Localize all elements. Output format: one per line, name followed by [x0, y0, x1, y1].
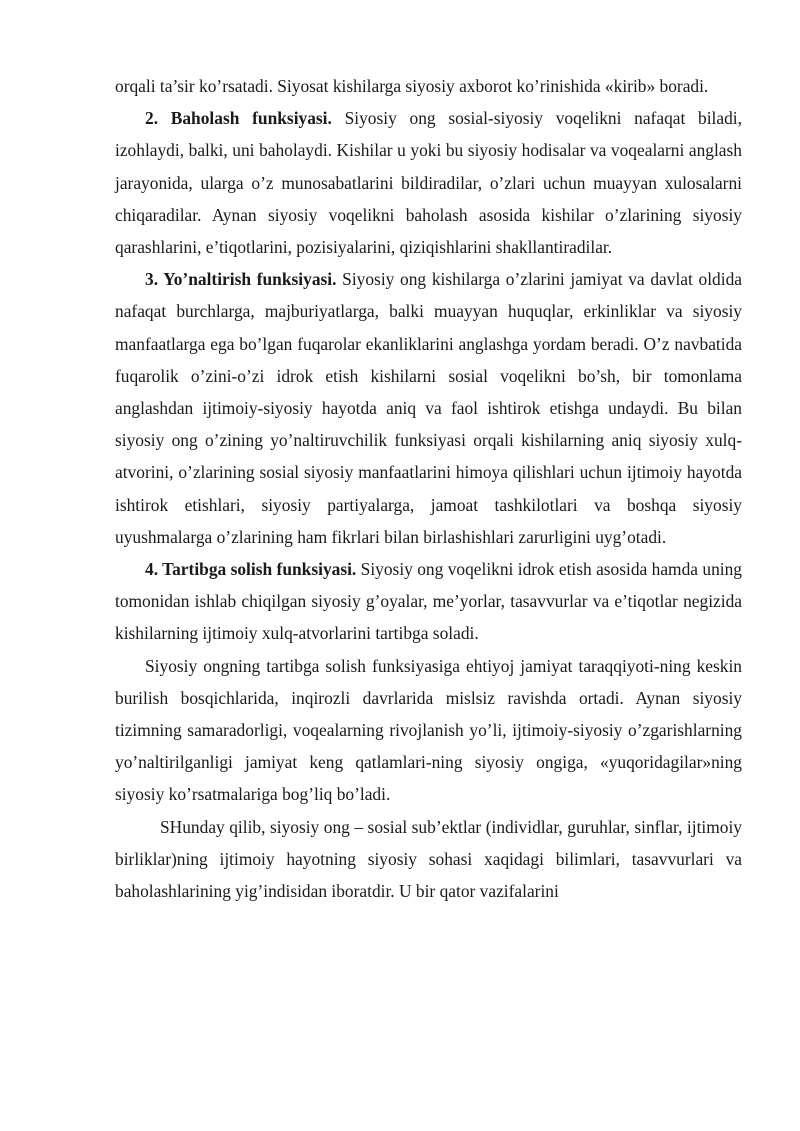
- section-heading-regulation: 4. Tartibga solish funksiyasi.: [145, 559, 357, 580]
- paragraph-body: Siyosiy ong sosial-siyosiy voqelikni nafaqat biladi, izohlaydi, balki, uni baholaydi. Kishilar u yoki bu siyosiy hodisalar va voqealarni anglash jarayonida, ularga o’z munosabatlarini bildiradilar, o’zlari uchun muayyan xulosalarni chiqaradilar. Aynan siyosiy voqelikni baholash asosida kishilar o’zlarining siyosiy qarashlarini, e’tiqotlarini, pozisiyalarini, qiziqishlarini shakllantiradilar.: [115, 108, 742, 258]
- section-heading-orientation: 3. Yo’naltirish funksiyasi.: [145, 269, 337, 290]
- paragraph-conclusion: SHunday qilib, siyosiy ong – sosial sub’ektlar (individlar, guruhlar, sinflar, ijtimoiy birliklar)ning ijtimoiy hayotning siyosiy sohasi xaqidagi bilimlari, tasavvurlari va baholashlarining yig’indisidan iboratdir. U bir qator vazifalarini: [115, 816, 742, 902]
- paragraph-evaluation-function: [115, 102, 742, 263]
- section-heading-evaluation: 2. Baholash funksiyasi.: [145, 108, 332, 129]
- paragraph-body: Siyosiy ong kishilarga o’zlarini jamiyat va davlat oldida nafaqat burchlarga, majburiyatlarga, balki muayyan huquqlar, erkinliklar va siyosiy manfaatlarga ega bo’lgan fuqarolar ekanliklarini anglashga yordam beradi. O’z navbatida fuqarolik o’zini-o’zi idrok etish kishilarni sosial voqelikni bo’sh, bir tomonlama anglashdan ijtimoiy-siyosiy hayotda aniq va faol ishtirok etishga undaydi. Bu bilan siyosiy ong o’zining yo’naltiruvchilik funksiyasi orqali kishilarning aniq siyosiy xulq-atvorini, o’zlarining sosial siyosiy manfaatlarini himoya qilishlari uchun ijtimoiy hayotda ishtirok etishlari, siyosiy partiyalarga, jamoat tashkilotlari va boshqa siyosiy uyushmalarga o’zlarining ham fikrlari bilan birlashishlari zarurligini uyg’otadi.: [115, 269, 742, 547]
- paragraph-regulation-function: [115, 553, 742, 650]
- paragraph-regulation-need: Siyosiy ongning tartibga solish funksiyasiga ehtiyoj jamiyat taraqqiyoti-ning keskin burilish bosqichlarida, inqirozli davrlarida mislsiz ravishda ortadi. Aynan siyosiy tizimning samaradorligi, voqealarning rivojlanish yo’li, ijtimoiy-siyosiy o’zgarishlarning yo’naltirilganligi jamiyat keng qatlamlari-ning siyosiy ongiga, «yuqoridagilar»ning siyosiy ko’rsatmalariga bog’liq bo’ladi.: [115, 655, 742, 805]
- paragraph-continuation: orqali ta’sir ko’rsatadi. Siyosat kishilarga siyosiy axborot ko’rinishida «kirib» boradi.: [115, 76, 709, 96]
- paragraph-body: Siyosiy ong voqelikni idrok etish asosida hamda uning tomonidan ishlab chiqilgan siyosiy g’oyalar, me’yorlar, tasavvurlar va e’tiqotlar negizida kishilarning ijtimoiy xulq-atvorlarini tartibga soladi.: [115, 559, 742, 644]
- paragraph-orientation-function: [115, 263, 742, 553]
- document-page: [115, 70, 742, 907]
